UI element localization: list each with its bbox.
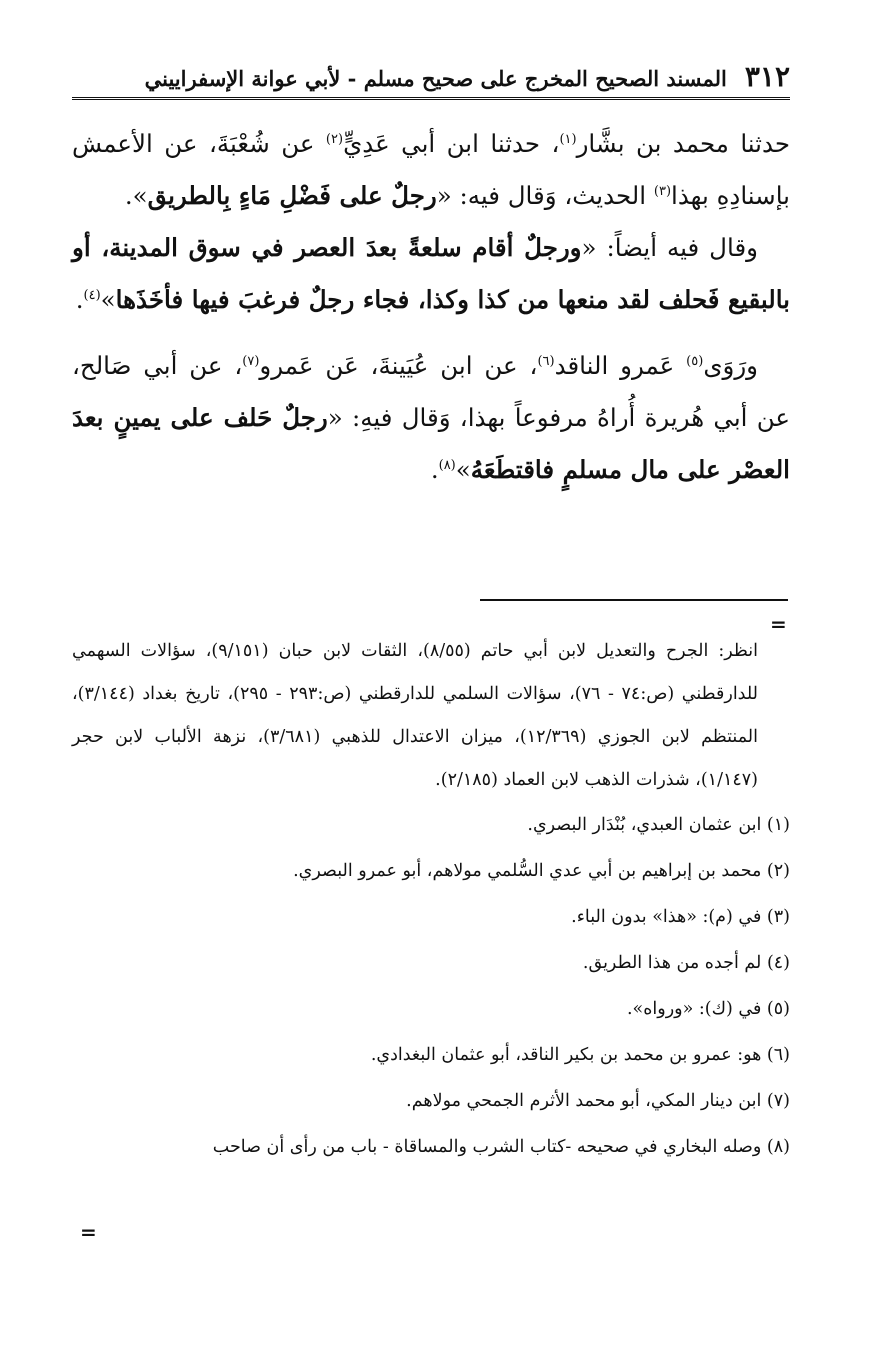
page-number: ٣١٢ (744, 60, 790, 93)
text-run: ، عن ابن عُيَينةَ، عَن عَمرو (259, 351, 538, 380)
footnote-item: (٣) في (م): «هذا» بدون الباء. (571, 907, 790, 927)
footnote-item: (٦) هو: عمرو بن محمد بن بكير الناقد، أبو عثمان البغدادي. (370, 1045, 790, 1065)
text-run: وقال فيه أيضاً: « (581, 233, 758, 262)
footnote-item: (١) ابن عثمان العبدي، بُنْدَار البصري. (527, 815, 790, 835)
paragraph-3 (72, 340, 790, 496)
text-run: ، حدثنا ابن أبي عَدِيٍّ (343, 129, 560, 158)
text-run: » (455, 455, 471, 484)
footnote-ref: (٨) (438, 457, 456, 473)
footnote-ref: (٤) (83, 287, 101, 303)
paragraph-1 (72, 118, 790, 222)
footnote-separator (480, 599, 788, 601)
continuation-mark: = (770, 612, 787, 636)
text-run: عَمرو الناقد (554, 351, 687, 380)
header-rule (72, 97, 790, 100)
text-run: ». (124, 181, 148, 210)
text-run: حدثنا محمد بن بشَّار (576, 129, 791, 158)
footnotes (72, 630, 790, 1170)
text-run: ، عن أبي صَالح، عن أبي هُريرة أُراهُ مرفوعاً بهذا، وَقال فيهِ: « (72, 351, 790, 432)
continued-mark: = (80, 1220, 97, 1244)
footnote-item: (٤) لم أجده من هذا الطريق. (582, 953, 790, 973)
footnote-item: (٥) في (ك): «ورواه». (626, 999, 790, 1019)
paragraph-2 (72, 222, 790, 326)
text-run: ورَوَى (703, 351, 758, 380)
footnote-continuation: انظر: الجرح والتعديل لابن أبي حاتم (٨/٥٥)، الثقات لابن حبان (٩/١٥١)، سؤالات السهمي للدارقطني (ص:٧٤ - ٧٦)، سؤالات السلمي للدارقطني (ص:٢٩٣ - ٢٩٥)، تاريخ بغداد (٣/١٤٤)، المنتظم لابن الجوزي (١٢/٣٦٩)، ميزان الاعتدال للذهبي (٣/٦٨١)، نزهة الألباب لابن حجر (١/١٤٧)، شذرات الذهب لابن العماد (٢/١٨٥). (72, 641, 759, 790)
text-run: الحديث، وَقال فيه: « (436, 181, 654, 210)
running-header (72, 60, 790, 100)
footnote-item: (٨) وصله البخاري في صحيحه -كتاب الشرب والمساقاة - باب من رأى أن صاحب (212, 1137, 790, 1157)
footnote-ref: (٦) (537, 353, 555, 369)
hadith-quote: رجلٌ على فَضْلِ مَاءٍ بِالطريق (147, 181, 437, 210)
main-text (72, 118, 790, 496)
text-run: . (430, 455, 439, 484)
hadith-quote: رجلٌ حَلف على يمينٍ بعدَ العصْر على مال مسلمٍ فاقتطَعَهُ (72, 403, 790, 484)
footnote-ref: (٥) (686, 353, 704, 369)
footnote-item: (٧) ابن دينار المكي، أبو محمد الأثرم الجمحي مولاهم. (406, 1091, 790, 1111)
footnote-list (72, 802, 790, 1170)
footnote-ref: (٣) (653, 183, 672, 199)
hadith-quote: ورجلٌ أقام سلعةً بعدَ العصر في سوق المدينة، أو بالبقيع فَحلف لقد منعها من كذا وكذا، فجاء رجلٌ فرغبَ فيها فأخَذَها (72, 233, 790, 314)
footnote-ref: (١) (559, 131, 577, 147)
text-run: » (100, 285, 116, 314)
text-run: . (75, 285, 84, 314)
footnote-ref: (٧) (242, 353, 260, 369)
footnote-ref: (٢) (325, 131, 344, 147)
footnote-item: (٢) محمد بن إبراهيم بن أبي عدي السُّلمي مولاهم، أبو عمرو البصري. (293, 861, 790, 881)
text-run: عن شُعْبَةَ، عن الأعمش بإسنادِهِ بهذا (72, 129, 790, 210)
running-title: المسند الصحيح المخرج على صحيح مسلم - لأبي عوانة الإسفراييني (144, 66, 727, 91)
